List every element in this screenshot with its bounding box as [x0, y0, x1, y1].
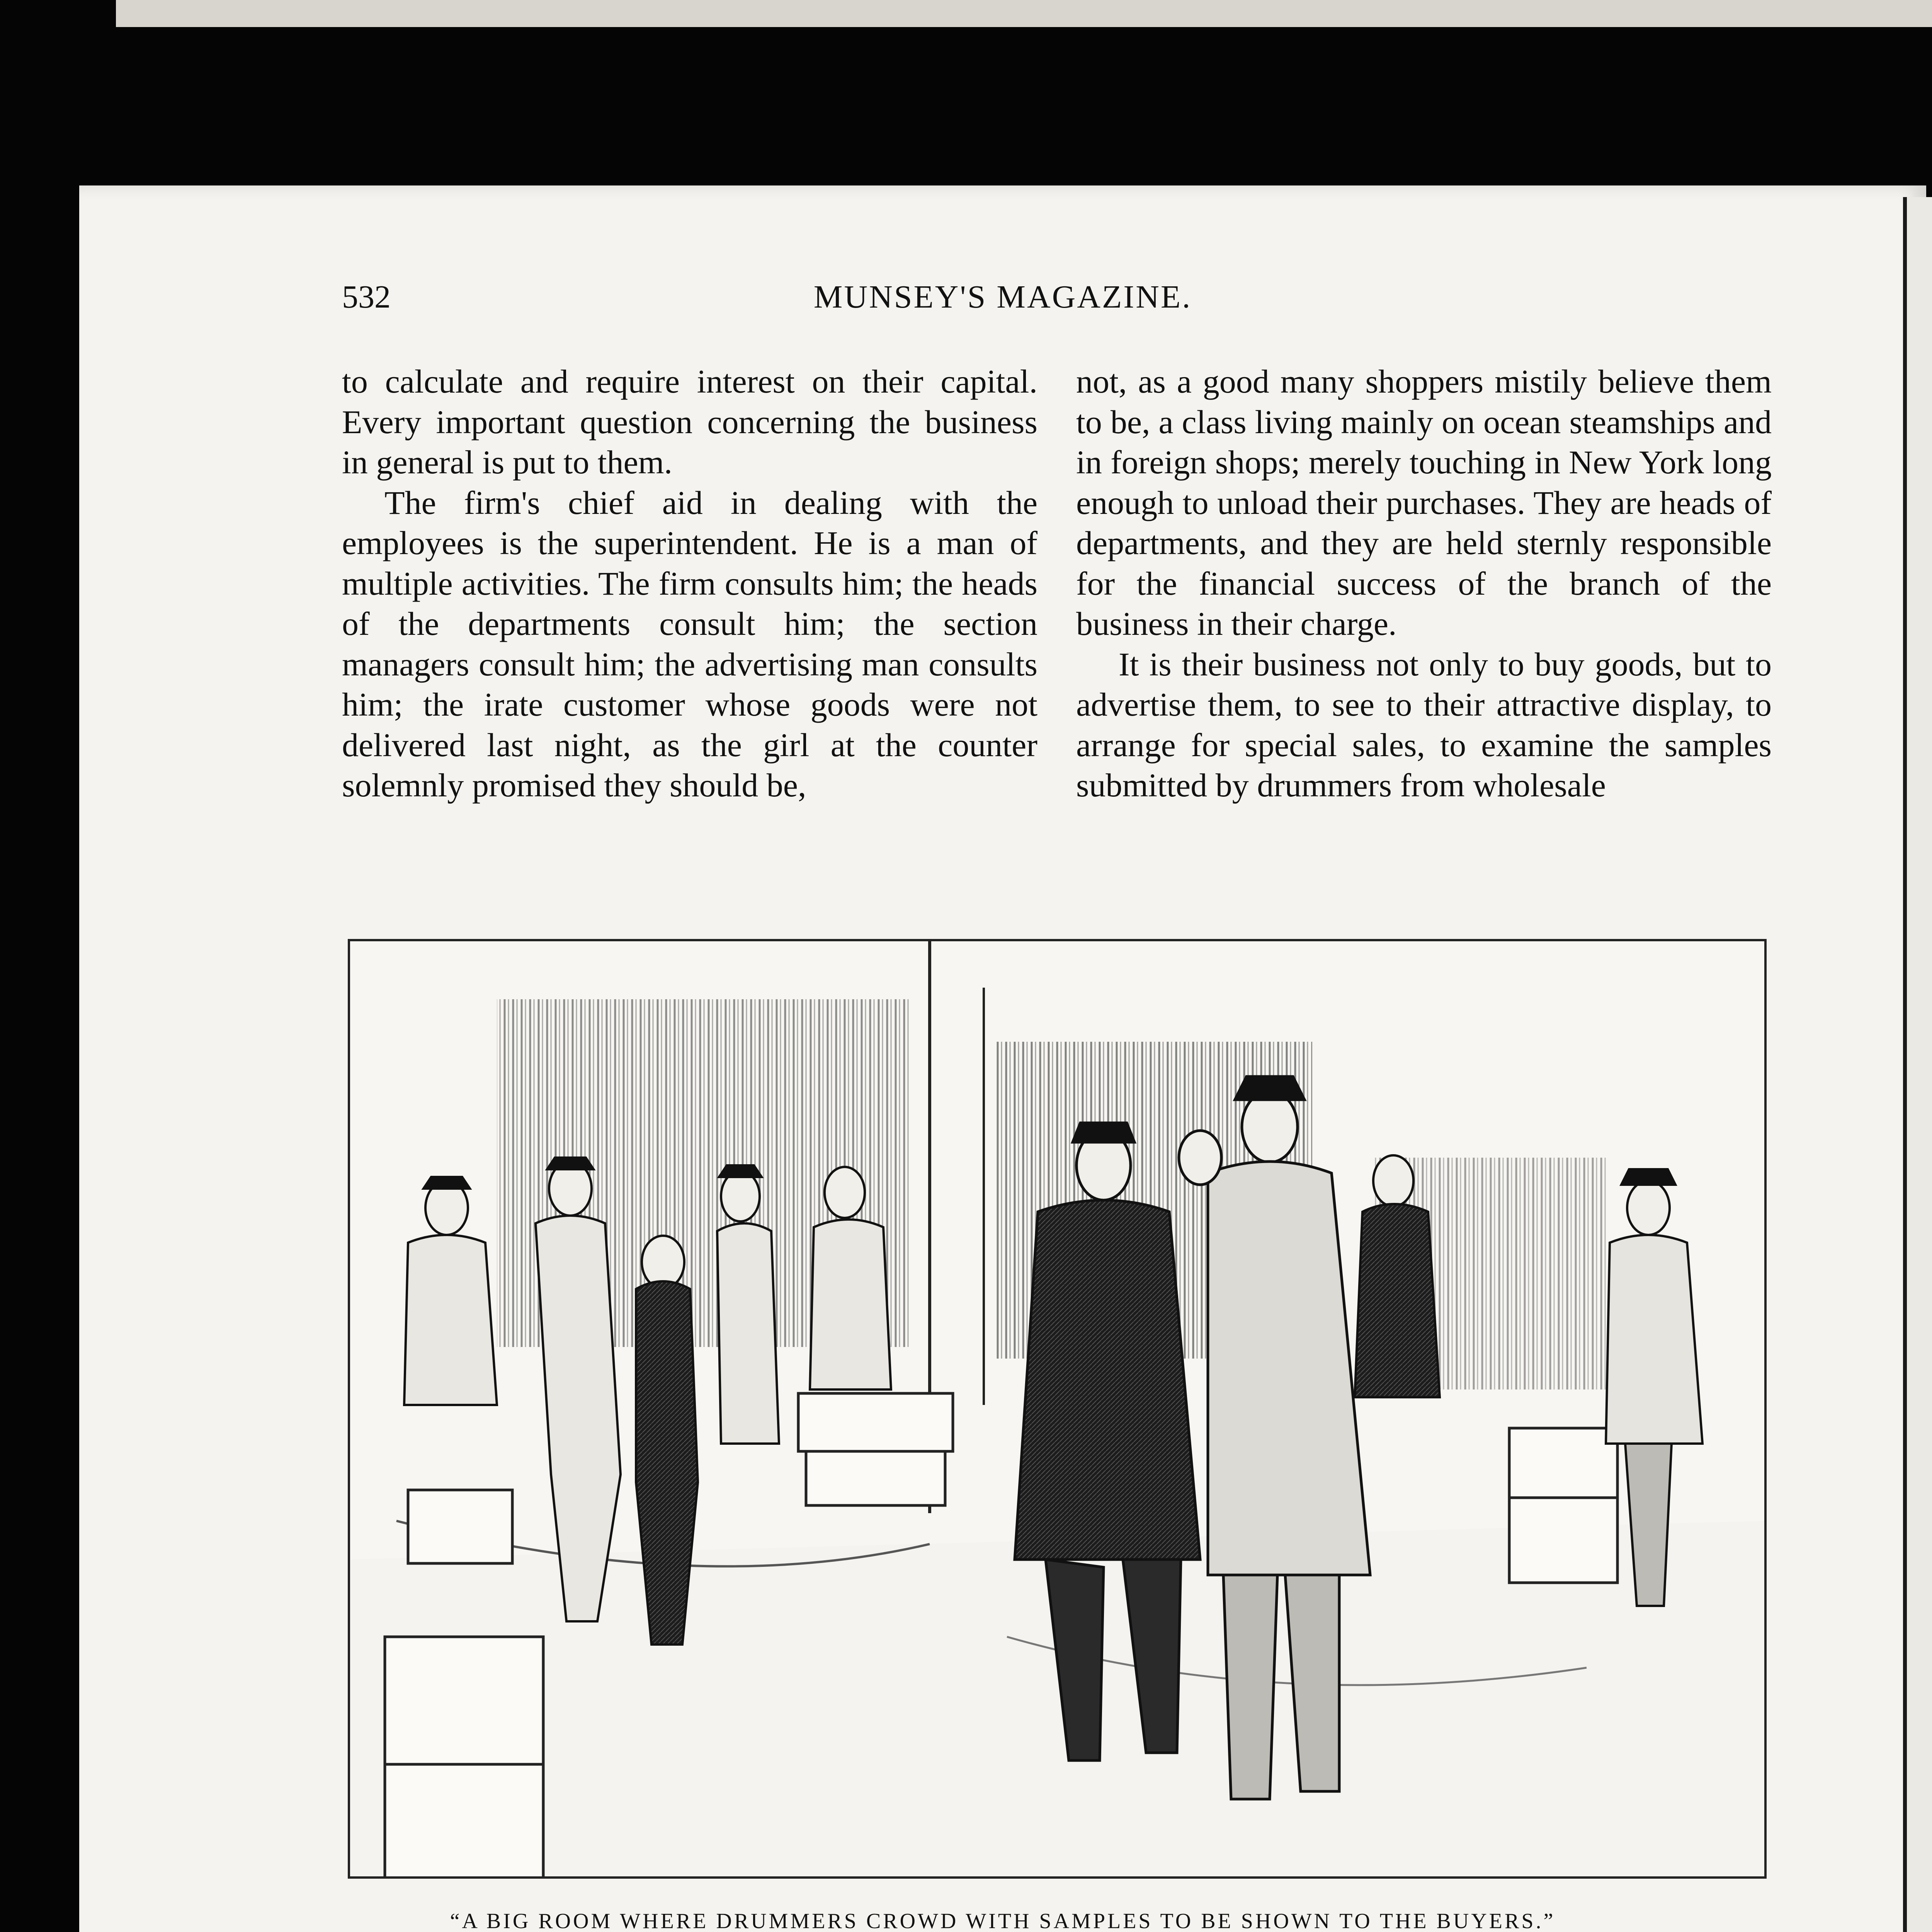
- illustration-caption: “A BIG ROOM WHERE DRUMMERS CROWD WITH SAMPLES TO BE SHOWN TO THE BUYERS.”: [450, 1909, 1556, 1932]
- magazine-page: [79, 185, 1926, 1932]
- paragraph: not, as a good many shoppers mistily believe them to be, a class living mainly on ocean steamships and in foreign shops; merely touching in New York long enough to unload their purchases. They are heads of departments, and they are held sternly responsible for the financial success of the branch of the business in their charge.: [1076, 363, 1772, 642]
- column-top-left: [342, 361, 1037, 806]
- paragraph: It is their business not only to buy goods, but to advertise them, to see to their attractive display, to arrange for special sales, to examine the samples submitted by drummers from wholesale: [1076, 645, 1772, 804]
- drummers-room-drawing: [350, 941, 1764, 1876]
- magazine-title: MUNSEY'S MAGAZINE.: [813, 279, 1192, 315]
- facing-page-edge: [1903, 197, 1932, 1932]
- page-number: 532: [342, 279, 391, 315]
- running-head: [79, 278, 1926, 317]
- paragraph: to calculate and require interest on their capital. Every important question concerning the business in general is put to them.: [342, 363, 1037, 481]
- engraving-illustration: [348, 939, 1767, 1879]
- column-top-right: [1076, 361, 1772, 806]
- paragraph: The firm's chief aid in dealing with the employees is the superintendent. He is a man of multiple activities. The firm consults him; the heads of the departments consult him; the section managers consult him; the advertising man consults him; the irate customer whose goods were not delivered last night, as the girl at the counter solemnly promised they should be,: [342, 484, 1037, 804]
- previous-page-edge: [116, 0, 1932, 27]
